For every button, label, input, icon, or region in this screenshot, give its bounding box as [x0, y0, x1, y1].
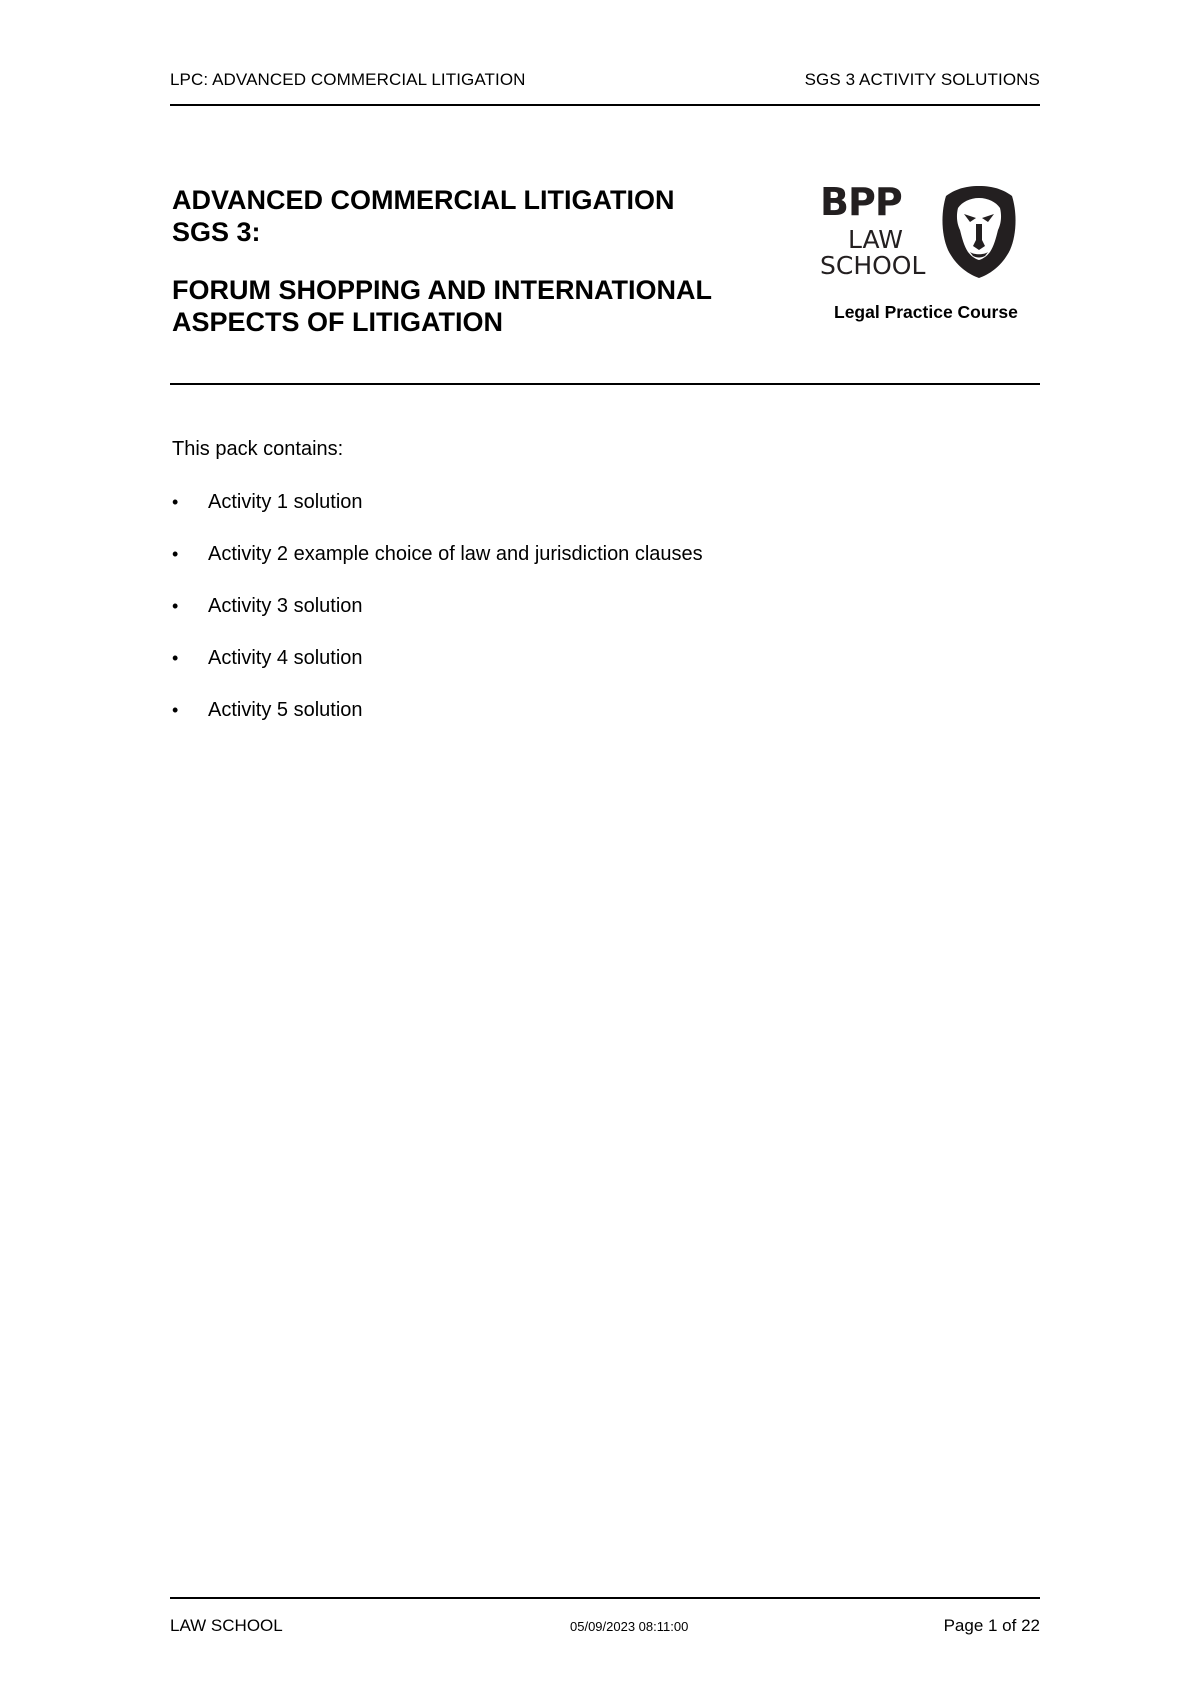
- list-item-text: Activity 3 solution: [208, 595, 363, 617]
- list-item-text: Activity 2 example choice of law and jurisdiction clauses: [208, 543, 703, 565]
- contents-list: [172, 490, 703, 750]
- footer-divider: [170, 1597, 1040, 1599]
- list-item: [172, 646, 703, 698]
- list-item: [172, 698, 703, 750]
- logo-law-text: LAW: [848, 225, 903, 254]
- bullet-icon: •: [172, 700, 179, 720]
- bullet-icon: •: [172, 492, 179, 512]
- logo-subtitle: Legal Practice Course: [834, 302, 1018, 322]
- title-divider: [170, 383, 1040, 385]
- footer-page-number: Page 1 of 22: [943, 1616, 1040, 1635]
- list-item-text: Activity 5 solution: [208, 699, 363, 721]
- title-line-4: ASPECTS OF LITIGATION: [172, 307, 504, 337]
- title-line-1: ADVANCED COMMERCIAL LITIGATION: [172, 185, 675, 215]
- list-item-text: Activity 4 solution: [208, 647, 363, 669]
- list-item-text: Activity 1 solution: [208, 491, 363, 513]
- running-header: [170, 70, 1040, 90]
- bullet-icon: •: [172, 648, 179, 668]
- logo-brand: BPP: [820, 180, 902, 224]
- bpp-law-school-logo: [820, 180, 1040, 340]
- running-footer: [170, 1616, 1040, 1640]
- header-course-title: LPC: ADVANCED COMMERCIAL LITIGATION: [170, 70, 526, 89]
- header-divider: [170, 104, 1040, 106]
- title-line-2: SGS 3:: [172, 217, 261, 247]
- list-item: [172, 542, 703, 594]
- bullet-icon: •: [172, 596, 179, 616]
- footer-timestamp: 05/09/2023 08:11:00: [570, 1619, 689, 1634]
- document-title: [172, 184, 792, 338]
- header-section-title: SGS 3 ACTIVITY SOLUTIONS: [804, 70, 1040, 89]
- bullet-icon: •: [172, 544, 179, 564]
- list-item: [172, 594, 703, 646]
- footer-school: LAW SCHOOL: [170, 1616, 283, 1635]
- title-line-3: FORUM SHOPPING AND INTERNATIONAL: [172, 275, 712, 305]
- logo-school-text: SCHOOL: [820, 251, 926, 280]
- list-item: [172, 490, 703, 542]
- intro-text: This pack contains:: [172, 438, 344, 460]
- lion-shield-icon: [940, 184, 1018, 280]
